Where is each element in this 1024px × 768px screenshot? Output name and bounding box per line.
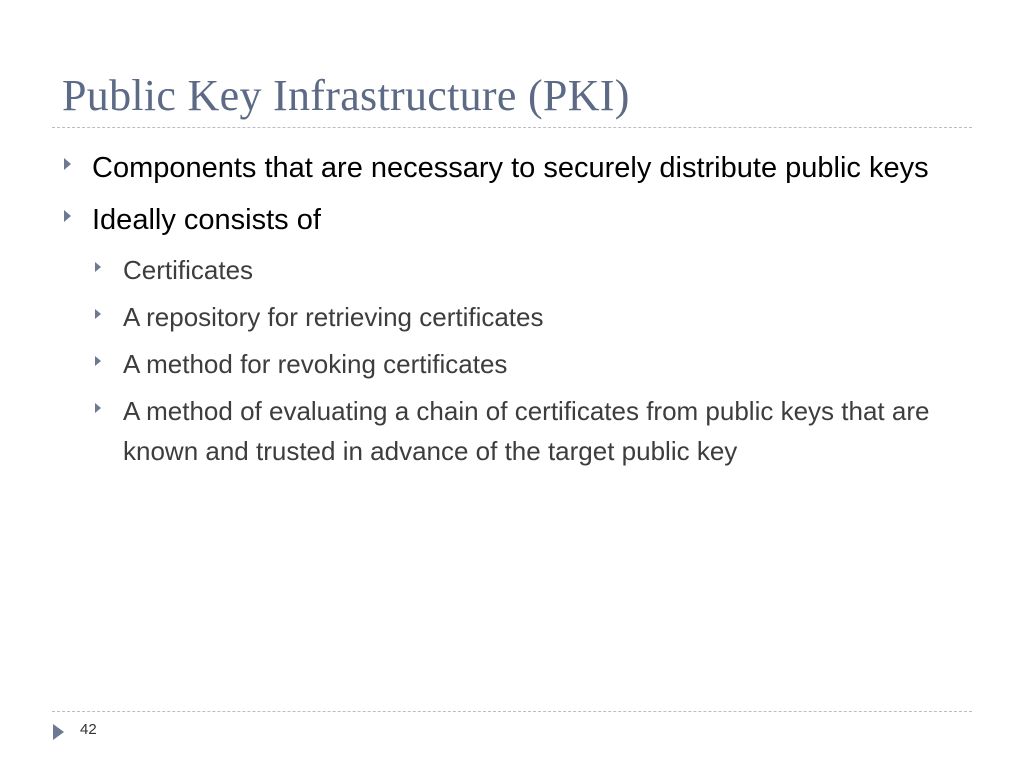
sub-bullet-repository: [93, 297, 962, 337]
sub-bullet-arrow-icon: [95, 403, 101, 413]
bullet-components: [62, 146, 962, 190]
title-divider: [52, 127, 972, 128]
bullet-arrow-icon: [64, 158, 71, 170]
bullet-text: Components that are necessary to securely distribute public keys: [92, 152, 929, 184]
slide-title: Public Key Infrastructure (PKI): [62, 71, 630, 120]
footer-divider: [52, 711, 972, 712]
sub-bullet-certificates: [93, 250, 962, 290]
sub-bullet-text: Certificates: [123, 255, 254, 285]
sub-bullet-arrow-icon: [95, 356, 101, 366]
slide-content: [62, 146, 962, 478]
sub-bullet-text: A method of evaluating a chain of certificates from public keys that are known and trusted in advance of the target public key: [123, 396, 930, 466]
footer-triangle-icon: [53, 724, 64, 740]
sub-bullet-revoking: [93, 344, 962, 384]
bullet-ideally-consists: [62, 198, 962, 242]
bullet-text: Ideally consists of: [92, 204, 321, 236]
sub-bullet-text: A repository for retrieving certificates: [123, 302, 544, 332]
sub-bullet-arrow-icon: [95, 309, 101, 319]
sub-bullet-chain-evaluation: [93, 391, 962, 471]
bullet-arrow-icon: [64, 210, 71, 222]
sub-bullet-text: A method for revoking certificates: [123, 349, 508, 379]
page-number: 42: [80, 721, 97, 738]
sub-bullet-arrow-icon: [95, 262, 101, 272]
